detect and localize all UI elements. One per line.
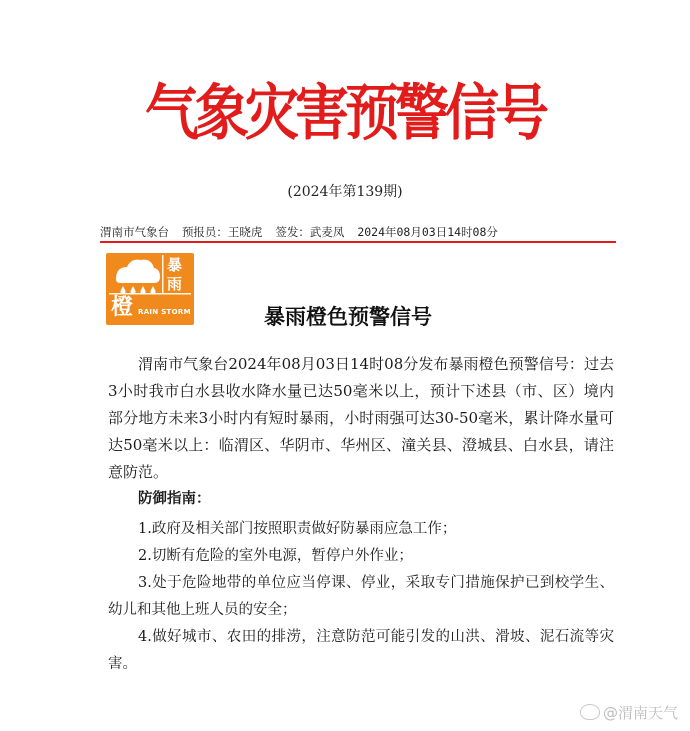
source-watermark <box>580 703 678 723</box>
defense-guide-heading: 防御指南： <box>138 491 211 507</box>
signal-type-char-1: 暴 <box>167 256 183 274</box>
list-item: 1.政府及相关部门按照职责做好防暴雨应急工作； <box>138 521 457 537</box>
list-item: 4.做好城市、农田的排涝，注意防范可能引发的山洪、滑坡、泥石流等灾害。 <box>108 629 614 672</box>
list-item: 3.处于危险地带的单位应当停课、停业，采取专门措施保护已到校学生、幼儿和其他上班人员的安全； <box>108 575 614 618</box>
approver: 签发：武麦凤 <box>275 225 345 239</box>
document-masthead: 气象灾害预警信号 <box>145 76 545 148</box>
agency-name: 渭南市气象台 <box>100 225 169 239</box>
issue-datetime: 2024年08月03日14时08分 <box>357 225 498 239</box>
signal-level-char: 橙 <box>111 295 134 320</box>
signal-english-label: RAIN STORM <box>138 308 191 316</box>
weibo-logo-icon <box>580 704 600 720</box>
header-divider <box>100 241 616 243</box>
defense-guide-list <box>108 516 614 678</box>
watermark-text: @渭南天气 <box>602 704 678 722</box>
signal-title: 暴雨橙色预警信号 <box>264 305 432 329</box>
warning-body-paragraph: 渭南市气象台2024年08月03日14时08分发布暴雨橙色预警信号：过去3小时我市白水县收水降水量已达50毫米以上，预计下述县（市、区）境内部分地方未来3小时内有短时暴雨，小时雨强可达30-50毫米，累计降水量可达50毫米以上：临渭区、华阴市、华州区、潼关县、澄城县、白水县，请注意防范。 <box>108 355 614 481</box>
forecaster: 预报员：王晓虎 <box>181 225 263 239</box>
signal-type-char-2: 雨 <box>167 275 183 293</box>
issue-number: (2024年第139期) <box>287 184 403 200</box>
list-item: 2.切断有危险的室外电源，暂停户外作业； <box>138 548 413 564</box>
issuer-line <box>100 224 600 240</box>
